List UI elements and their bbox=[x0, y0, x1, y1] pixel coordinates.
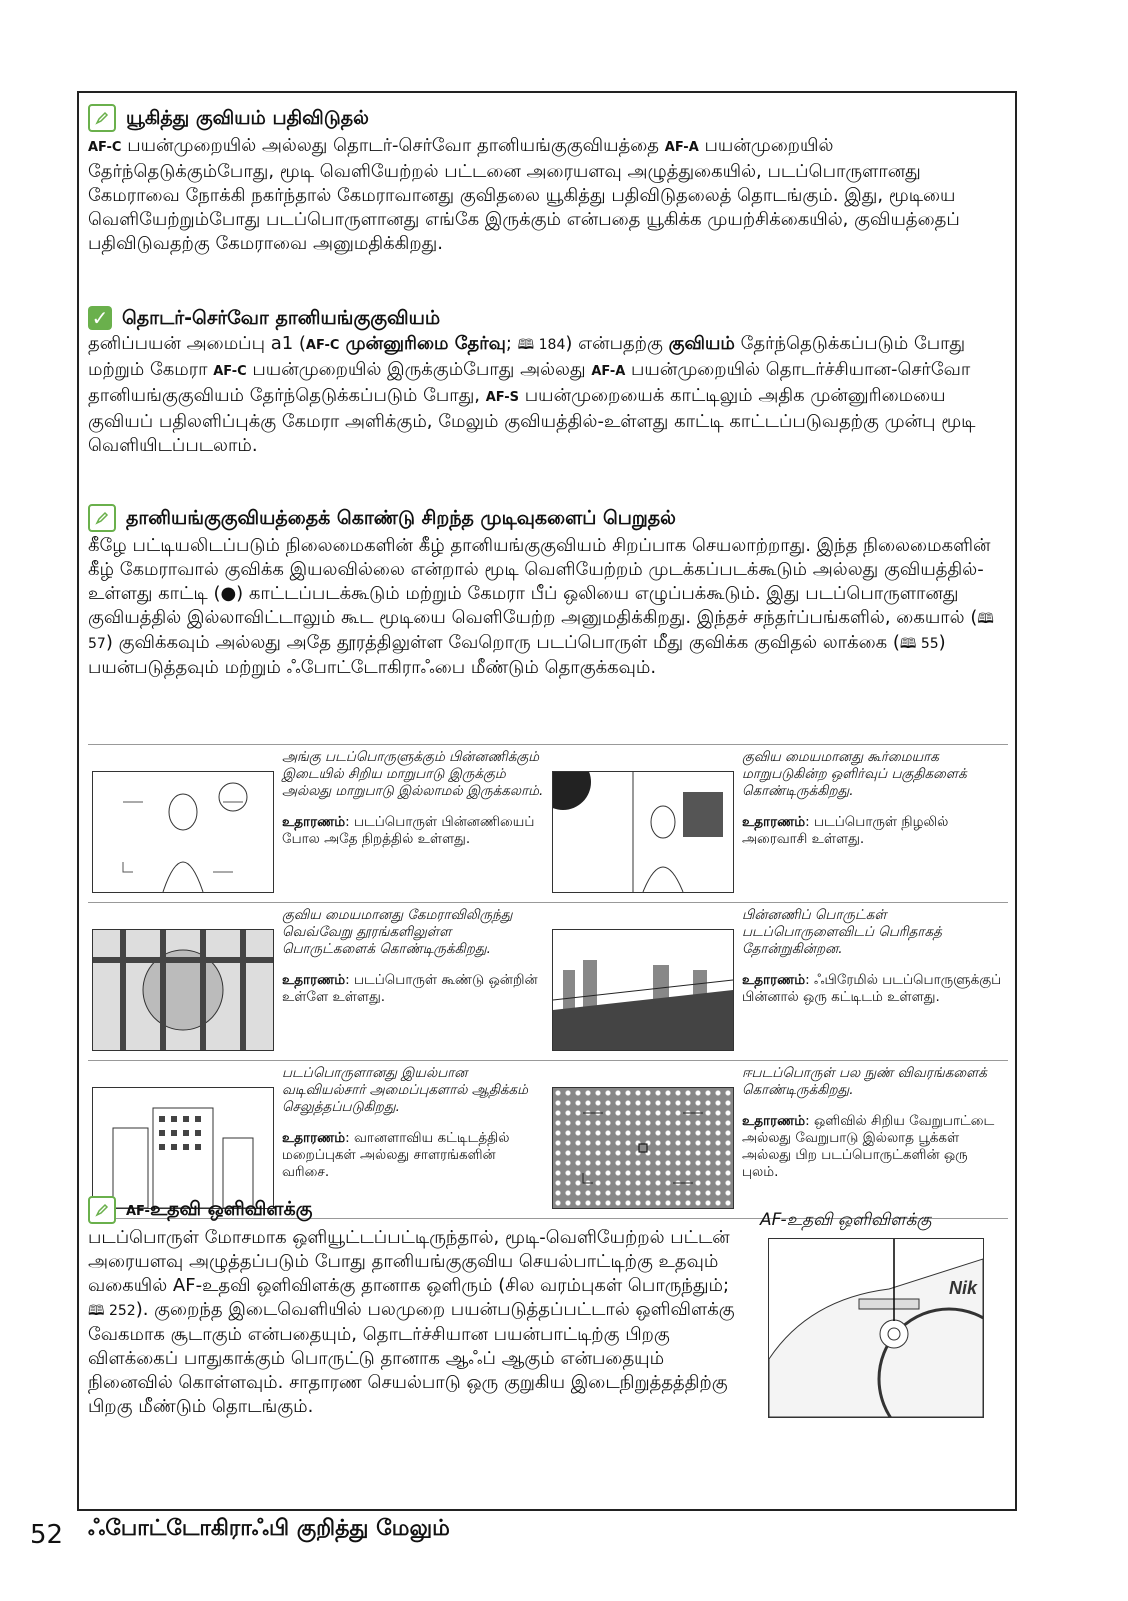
body-text: கீழே பட்டியலிடப்படும் நிலைமைகளின் கீழ் தானியங்குகுவியம் சிறப்பாக செயலாற்றாது. இந்த நிலைமைகளின் கீழ் கேமராவால் குவிக்க இயலவில்லை என்றால் மூடி வெளியேற்றம் முடக்கப்படக்கூடும் அல்லது குவியத்தில்-உள்ளது காட்டி (●) காட்டப்படக்கூடும் மற்றும் கேமரா பீப் ஒலியை எழுப்பக்கூடும். இது படப்பொருளானது குவியத்தில் இல்லாவிட்டாலும் கூட மூடியை வெளியேற்ற அனுமதிக்கிறது. இந்தச் சந்தர்ப்பங்களில், கையால் ( bbox=[88, 535, 991, 628]
section-title: தொடர்-செர்வோ தானியங்குகுவியம் bbox=[122, 307, 441, 329]
note-icon bbox=[88, 104, 116, 132]
example-label: உதாரணம் bbox=[742, 972, 806, 988]
body-text: ) பயன்படுத்தவும் மற்றும் ஃபோட்டோகிராஃபை மீண்டும் தொகுக்கவும். bbox=[88, 632, 946, 678]
body-text: பயன்முறையில் தேர்ந்தெடுக்கும்போது, மூடி வெளியேற்றல் பட்டனை அரையளவு அழுத்துகையில், படப்பொருளானது கேமராவை நோக்கி நகர்ந்தால் கேமராவானது குவிதலை யூகித்து பதிவிடுதலைத் தொடங்கும். இது, மூடியை வெளியேற்றும்போது படப்பொருளானது எங்கே இருக்கும் என்பதை யூகிக்க முயற்சிக்கையில், குவியத்தைப் பதிவிடுவதற்கு கேமராவை அனுமதிக்கிறது. bbox=[88, 135, 960, 254]
high-contrast-illustration bbox=[552, 771, 734, 893]
skyscraper-illustration bbox=[92, 1087, 274, 1209]
body-text: AF-A bbox=[591, 364, 626, 379]
condition-cell bbox=[88, 745, 548, 902]
body-text: AF-C bbox=[88, 140, 122, 155]
condition-desc: பின்னணிப் பொருட்கள் படப்பொருளைவிடப் பெரிதாகத் தோன்றுகின்றன. bbox=[742, 907, 942, 957]
body-text: AF-S bbox=[485, 390, 520, 405]
page-footer-title: ஃபோட்டோகிராஃபி குறித்து மேலும் bbox=[88, 1516, 450, 1541]
body-text: ). குறைந்த இடைவெளியில் பலமுறை பயன்படுத்தப்பட்டால் ஒளிவிளக்கு வேகமாக சூடாகும் என்பதையும், தொடர்ச்சியான பயன்பாட்டிற்கு பிறகு விளக்கைப் பாதுகாக்கும் பொருட்டு தானாக ஆஃப் ஆகும் என்பதையும் நினைவில் கொள்ளவும். சாதாரண செயல்பாடு ஒரு குறுகிய இடைநிறுத்தத்திற்கு பிறகு மீண்டும் தொடங்கும். bbox=[88, 1299, 735, 1417]
condition-cell bbox=[88, 1061, 548, 1218]
body-text: ) குவிக்கவும் அல்லது அதே தூரத்திலுள்ள வேறொரு படப்பொருள் மீது குவிக்க குவிதல் லாக்கை ( bbox=[105, 632, 900, 653]
condition-desc: அங்கு படப்பொருளுக்கும் பின்னணிக்கும் இடையில் சிறிய மாறுபாடு இருக்கும் அல்லது மாறுபாடு இல்லாமல் இருக்கலாம். bbox=[282, 749, 544, 799]
section-title: தானியங்குகுவியத்தைக் கொண்டு சிறந்த முடிவுகளைப் பெறுதல் bbox=[126, 507, 676, 529]
title-prefix: AF- bbox=[126, 1203, 150, 1219]
section-title: யூகித்து குவியம் பதிவிடுதல் bbox=[126, 107, 369, 129]
condition-cell bbox=[88, 903, 548, 1060]
body-text: AF-A bbox=[664, 140, 699, 155]
example-text: : படப்பொருள் கூண்டு ஒன்றின் உள்ளே உள்ளது. bbox=[282, 972, 538, 1005]
body-text: AF-C bbox=[305, 338, 340, 353]
camera-brand-text: Nik bbox=[949, 1278, 978, 1298]
camera-illustration bbox=[768, 1238, 984, 1418]
bridge-illustration bbox=[552, 929, 734, 1051]
body-text: ) என்பதற்கு bbox=[565, 333, 669, 354]
example-text: : ஃபிரேமில் படப்பொருளுக்குப் பின்னால் ஒரு கட்டிடம் உள்ளது. bbox=[742, 972, 1002, 1005]
body-text: ; bbox=[505, 333, 518, 354]
condition-desc: குவிய மையமானது கூர்மையாக மாறுபடுகின்ற ஒளிர்வுப் பகுதிகளைக் கொண்டிருக்கிறது. bbox=[742, 749, 967, 799]
body-text: குவியம் bbox=[668, 333, 735, 354]
page-number: 52 bbox=[30, 1520, 64, 1550]
condition-cell bbox=[548, 903, 1008, 1060]
body-text: பயன்முறையில் அல்லது தொடர்-செர்வோ தானியங்குகுவியத்தை bbox=[121, 135, 665, 156]
section-body bbox=[88, 1226, 748, 1419]
body-text: படப்பொருள் மோசமாக ஒளியூட்டப்பட்டிருந்தால், மூடி-வெளியேற்றல் பட்டன் அரையளவு அழுத்தப்படும் போது தானியங்குகுவிய செயல்பாட்டிற்கு உதவும் வகையில் AF-உதவி ஒளிவிளக்கு தானாக ஒளிரும் (சில வரம்புகள் பொருந்தும்; bbox=[88, 1227, 730, 1296]
section-body bbox=[88, 134, 1008, 256]
body-text: 🕮 252 bbox=[88, 1303, 136, 1319]
af-assist-caption: AF-உதவி ஒளிவிளக்கு bbox=[760, 1210, 932, 1230]
low-contrast-illustration bbox=[92, 771, 274, 893]
section-body bbox=[88, 332, 1008, 458]
section-continuous-servo bbox=[88, 306, 1008, 458]
example-label: உதாரணம் bbox=[742, 814, 806, 830]
note-icon bbox=[88, 504, 116, 532]
condition-desc: குவிய மையமானது கேமராவிலிருந்து வெவ்வேறு தூரங்களிலுள்ள பொருட்களைக் கொண்டிருக்கிறது. bbox=[282, 907, 513, 957]
example-text: : படப்பொருள் பின்னணியைப் போல அதே நிறத்தில் உள்ளது. bbox=[282, 814, 535, 847]
section-heading bbox=[88, 104, 1008, 132]
conditions-grid bbox=[88, 744, 1008, 1219]
body-text: பயன்முறையில் தொடர்ச்சியான-செர்வோ தானியங்குகுவியம் தேர்ந்தெடுக்கப்படும் போது, bbox=[88, 359, 971, 406]
example-text: : ஒளிவில் சிறிய வேறுபாட்டை அல்லது வேறுபாடு இல்லாத பூக்கள் அல்லது பிற படப்பொருட்களின் ஒரு புலம். bbox=[742, 1113, 995, 1180]
example-text: : வானளாவிய கட்டிடத்தில் மறைப்புகள் அல்லது சாளரங்களின் வரிசை. bbox=[282, 1130, 510, 1180]
condition-desc: படப்பொருளானது இயல்பான வடிவியல்சார் அமைப்புகளால் ஆதிக்கம் செலுத்தப்படுகிறது. bbox=[282, 1065, 529, 1115]
section-title: உதவி ஒளிவிளக்கு bbox=[149, 1197, 313, 1220]
body-text: தனிப்பயன் அமைப்பு a1 ( bbox=[88, 333, 306, 354]
body-text: 🕮 55 bbox=[899, 636, 939, 652]
example-text: : படப்பொருள் நிழலில் அரைவாசி உள்ளது. bbox=[742, 814, 949, 847]
section-af-assist bbox=[88, 1196, 748, 1419]
body-text: பயன்முறையில் இருக்கும்போது அல்லது bbox=[246, 359, 592, 380]
check-icon: ✓ bbox=[88, 306, 112, 330]
section-good-results bbox=[88, 504, 1008, 680]
example-label: உதாரணம் bbox=[282, 814, 346, 830]
cage-illustration bbox=[92, 929, 274, 1051]
body-text: தேர்ந்தெடுக்கப்படும் போது மற்றும் கேமரா bbox=[88, 333, 966, 380]
section-predictive-focus bbox=[88, 104, 1008, 256]
condition-cell bbox=[548, 745, 1008, 902]
body-text: AF-C bbox=[213, 364, 247, 379]
body-text: முன்னுரிமை தேர்வு bbox=[339, 333, 506, 354]
condition-desc: ஈபடப்பொருள் பல நுண் விவரங்களைக் கொண்டிருக்கிறது. bbox=[742, 1065, 987, 1098]
section-heading bbox=[88, 504, 1008, 532]
section-heading bbox=[88, 306, 1008, 330]
flowers-illustration bbox=[552, 1087, 734, 1209]
condition-cell bbox=[548, 1061, 1008, 1218]
example-label: உதாரணம் bbox=[742, 1113, 806, 1129]
example-label: உதாரணம் bbox=[282, 1130, 346, 1146]
body-text: பயன்முறையைக் காட்டிலும் அதிக முன்னுரிமையை குவியப் பதிலளிப்புக்கு கேமரா அளிக்கும், மேலும் குவியத்தில்-உள்ளது காட்டி காட்டப்படுவதற்கு முன்பு மூடி வெளியிடப்படலாம். bbox=[88, 385, 976, 456]
section-body bbox=[88, 534, 1008, 680]
example-label: உதாரணம் bbox=[282, 972, 346, 988]
note-icon bbox=[88, 1196, 116, 1224]
section-heading bbox=[88, 1196, 748, 1224]
body-text: 🕮 184 bbox=[517, 337, 566, 353]
body-text: 🕮 57 bbox=[88, 611, 994, 652]
